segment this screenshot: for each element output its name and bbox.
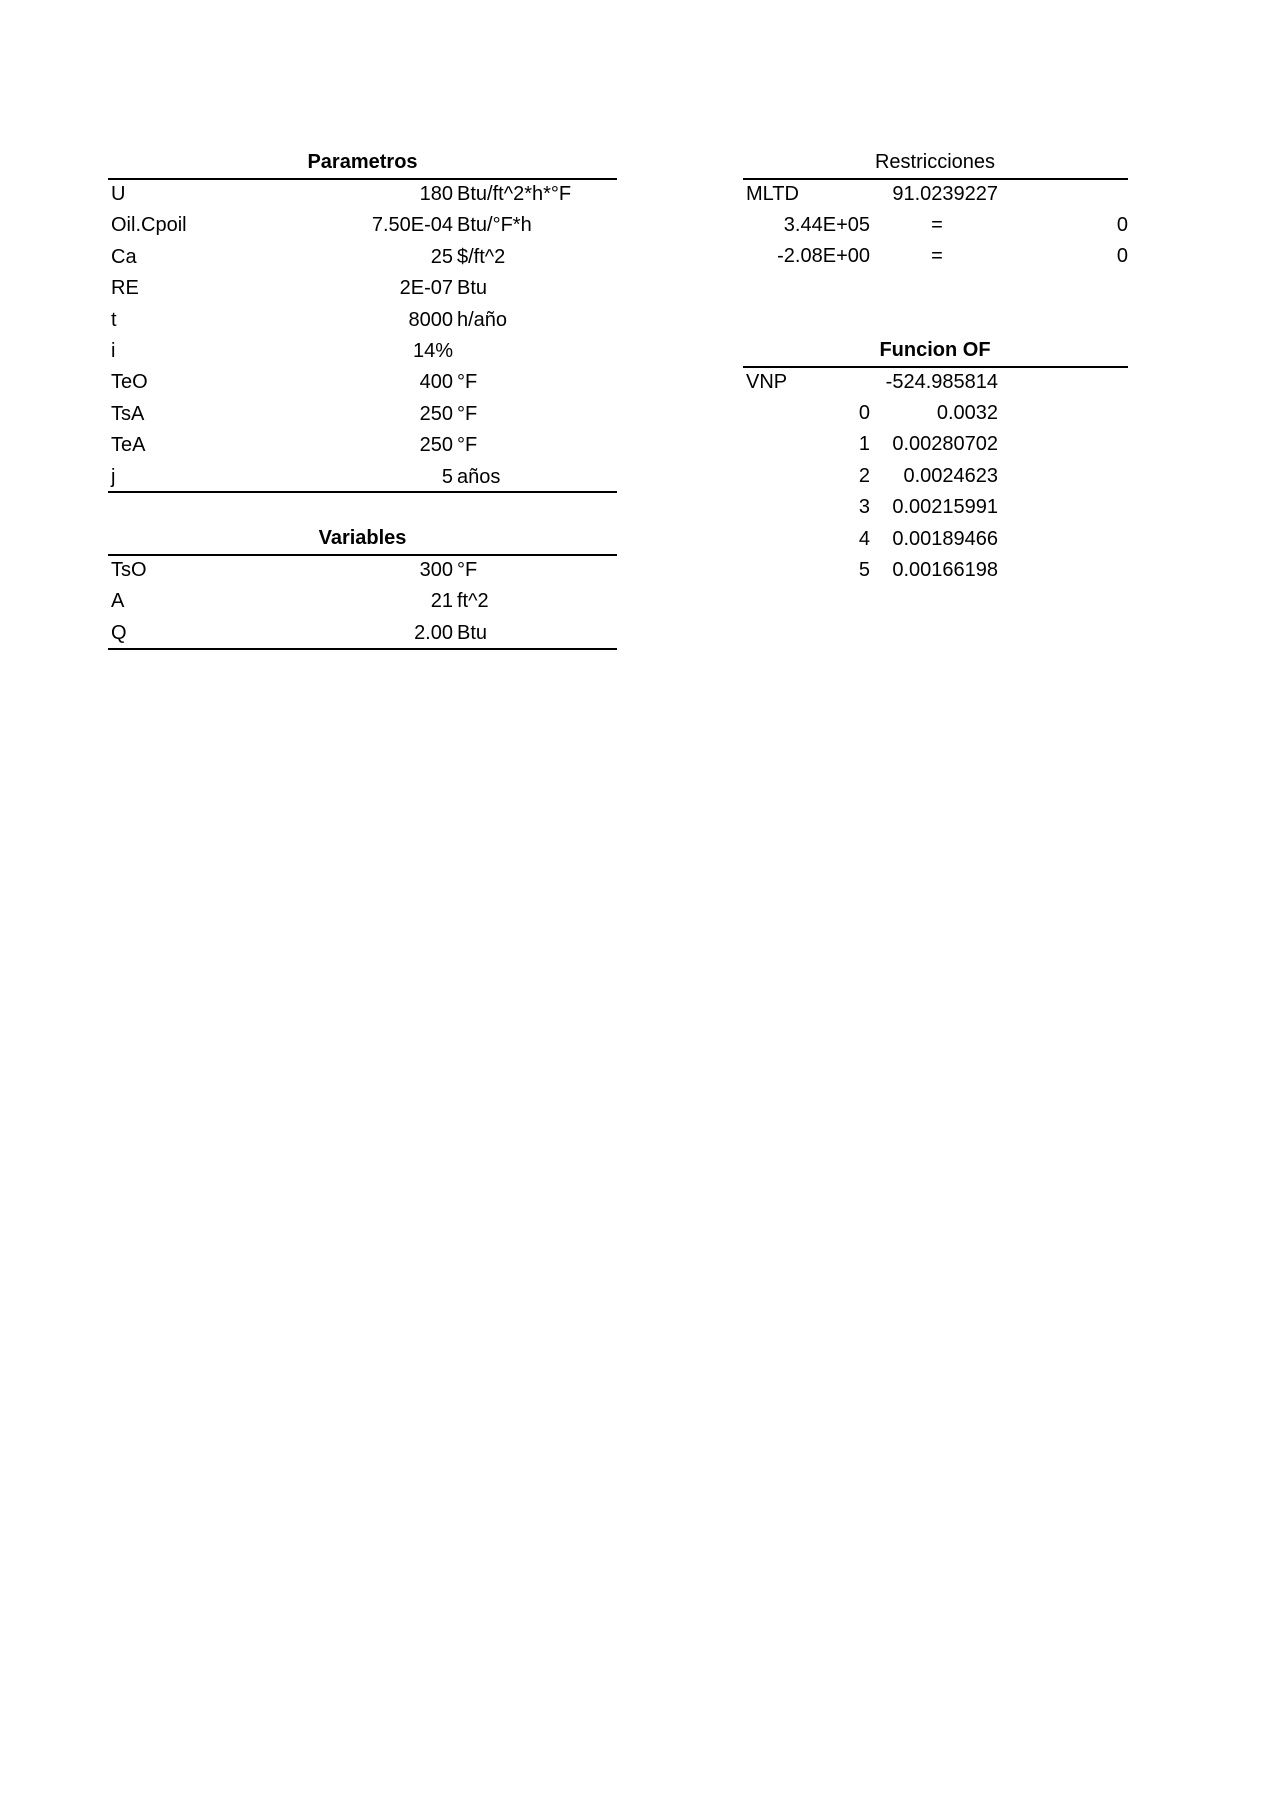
param-unit: años	[457, 465, 501, 488]
variable-value: 300	[419, 559, 453, 581]
cashflow-period: 4	[858, 527, 870, 550]
variable-value: 21	[430, 590, 453, 613]
constraint-operator: =	[931, 214, 943, 236]
param-unit: Btu	[457, 277, 488, 300]
variable-unit: Btu	[457, 621, 488, 644]
param-value: 5	[441, 465, 453, 488]
param-name: U	[111, 183, 126, 205]
variable-value: 2.00	[414, 621, 453, 644]
variables-title: Variables	[318, 527, 407, 549]
parametros-title: Parametros	[307, 151, 418, 173]
param-name: TsA	[111, 402, 145, 425]
vnp-value: -524.985814	[885, 371, 998, 393]
cashflow-period: 1	[858, 433, 870, 456]
param-name: Oil.Cpoil	[111, 214, 187, 237]
param-name: Ca	[111, 245, 137, 268]
cashflow-period: 0	[858, 402, 870, 424]
param-unit: °F	[457, 371, 478, 394]
param-unit: °F	[457, 402, 478, 425]
parametros-header-rule	[108, 178, 617, 180]
param-value: 14%	[412, 340, 453, 362]
constraint-rhs: 0	[1116, 245, 1128, 268]
param-unit: h/año	[457, 308, 508, 331]
variables-footer-rule	[108, 648, 617, 650]
variable-name: TsO	[111, 559, 147, 581]
param-value: 250	[419, 402, 453, 425]
variable-unit: ft^2	[457, 590, 489, 613]
param-value: 400	[419, 371, 453, 394]
param-name: j	[111, 465, 116, 488]
restricciones-title: Restricciones	[874, 151, 996, 173]
cashflow-value: 0.0024623	[903, 464, 998, 487]
param-unit: Btu/°F*h	[457, 214, 532, 237]
param-value: 180	[419, 183, 453, 205]
param-value: 7.50E-04	[371, 214, 453, 237]
cashflow-value: 0.0032	[936, 402, 998, 424]
cashflow-value: 0.00215991	[892, 496, 998, 519]
cashflow-value: 0.00280702	[892, 433, 998, 456]
param-unit: $/ft^2	[457, 245, 506, 268]
variables-header-rule	[108, 554, 617, 556]
vnp-label: VNP	[746, 371, 788, 393]
variable-name: A	[111, 590, 125, 613]
funcion-title: Funcion OF	[879, 339, 991, 361]
param-name: t	[111, 308, 117, 331]
cashflow-period: 3	[858, 496, 870, 519]
cashflow-value: 0.00166198	[892, 559, 998, 581]
param-name: TeO	[111, 371, 148, 394]
parametros-footer-rule	[108, 491, 617, 493]
param-value: 25	[430, 245, 453, 268]
cashflow-period: 2	[858, 464, 870, 487]
constraint-lhs: 3.44E+05	[783, 214, 870, 236]
param-name: i	[111, 340, 116, 362]
cashflow-value: 0.00189466	[892, 527, 998, 550]
param-unit: Btu/ft^2*h*°F	[457, 183, 572, 205]
param-name: TeA	[111, 434, 146, 457]
mltd-value: 91.0239227	[892, 183, 998, 205]
variable-unit: °F	[457, 559, 478, 581]
variable-name: Q	[111, 621, 127, 644]
constraint-operator: =	[931, 245, 943, 268]
constraint-rhs: 0	[1116, 214, 1128, 236]
mltd-label: MLTD	[746, 183, 799, 205]
param-value: 8000	[408, 308, 453, 331]
param-value: 250	[419, 434, 453, 457]
funcion-header-rule	[743, 366, 1128, 368]
param-name: RE	[111, 277, 139, 300]
constraint-lhs: -2.08E+00	[777, 245, 870, 268]
cashflow-period: 5	[858, 559, 870, 581]
param-value: 2E-07	[399, 277, 453, 300]
param-unit: °F	[457, 434, 478, 457]
restricciones-header-rule	[743, 178, 1128, 180]
